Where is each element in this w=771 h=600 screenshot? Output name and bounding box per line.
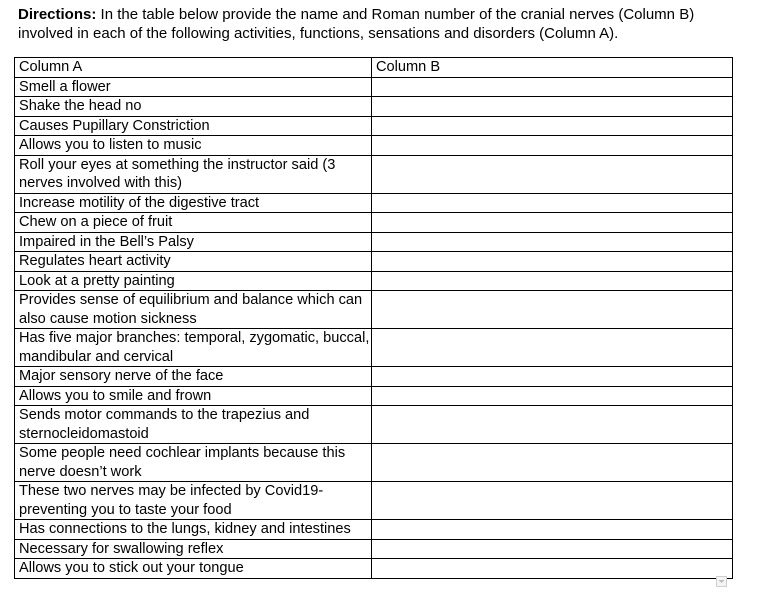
table-row: [15, 520, 733, 540]
answer-cell[interactable]: [372, 193, 733, 213]
activity-cell: Look at a pretty painting: [15, 271, 372, 291]
table-row: [15, 559, 733, 579]
column-b-header: Column B: [372, 58, 733, 78]
chevron-down-icon: [717, 577, 726, 586]
activity-cell: Regulates heart activity: [15, 252, 372, 272]
directions-body: In the table below provide the name and Roman number of the cranial nerves (Column B) involved in each of the following activities, functions, sensations and disorders (Column A).: [18, 6, 695, 42]
activity-cell: Necessary for swallowing reflex: [15, 539, 372, 559]
activity-cell: Has five major branches: temporal, zygomatic, buccal, mandibular and cervical: [15, 329, 372, 367]
answer-cell[interactable]: [372, 482, 733, 520]
answer-cell[interactable]: [372, 271, 733, 291]
activity-cell: Allows you to smile and frown: [15, 386, 372, 406]
activity-cell: These two nerves may be infected by Covid19-preventing you to taste your food: [15, 482, 372, 520]
activity-cell: Roll your eyes at something the instructor said (3 nerves involved with this): [15, 155, 372, 193]
answer-cell[interactable]: [372, 252, 733, 272]
table-row: [15, 406, 733, 444]
table-row: [15, 193, 733, 213]
activity-cell: Major sensory nerve of the face: [15, 367, 372, 387]
table-row: [15, 539, 733, 559]
directions-label: Directions:: [18, 6, 97, 23]
table-row: [15, 367, 733, 387]
answer-cell[interactable]: [372, 291, 733, 329]
answer-cell[interactable]: [372, 539, 733, 559]
activity-cell: Increase motility of the digestive tract: [15, 193, 372, 213]
answer-cell[interactable]: [372, 559, 733, 579]
scroll-handle[interactable]: [716, 576, 727, 587]
activity-cell: Allows you to stick out your tongue: [15, 559, 372, 579]
table-row: [15, 232, 733, 252]
table-row: [15, 116, 733, 136]
answer-cell[interactable]: [372, 116, 733, 136]
activity-cell: Has connections to the lungs, kidney and intestines: [15, 520, 372, 540]
table-header-row: [15, 58, 733, 78]
answer-cell[interactable]: [372, 386, 733, 406]
answer-cell[interactable]: [372, 155, 733, 193]
answer-cell[interactable]: [372, 77, 733, 97]
column-a-header: Column A: [15, 58, 372, 78]
table-row: [15, 271, 733, 291]
answer-cell[interactable]: [372, 367, 733, 387]
answer-cell[interactable]: [372, 213, 733, 233]
answer-cell[interactable]: [372, 444, 733, 482]
answer-cell[interactable]: [372, 329, 733, 367]
activity-cell: Shake the head no: [15, 97, 372, 117]
table-row: [15, 97, 733, 117]
activity-cell: Impaired in the Bell’s Palsy: [15, 232, 372, 252]
activity-cell: Causes Pupillary Constriction: [15, 116, 372, 136]
table-row: [15, 386, 733, 406]
answer-cell[interactable]: [372, 520, 733, 540]
table-row: [15, 136, 733, 156]
activity-cell: Some people need cochlear implants because this nerve doesn’t work: [15, 444, 372, 482]
answer-cell[interactable]: [372, 406, 733, 444]
table-row: [15, 329, 733, 367]
table-row: [15, 155, 733, 193]
table-row: [15, 444, 733, 482]
answer-cell[interactable]: [372, 136, 733, 156]
table-row: [15, 77, 733, 97]
table-row: [15, 482, 733, 520]
activity-cell: Smell a flower: [15, 77, 372, 97]
activity-cell: Provides sense of equilibrium and balance which can also cause motion sickness: [15, 291, 372, 329]
activity-cell: Allows you to listen to music: [15, 136, 372, 156]
answer-cell[interactable]: [372, 232, 733, 252]
cranial-nerves-table: [14, 57, 733, 579]
table-row: [15, 291, 733, 329]
answer-cell[interactable]: [372, 97, 733, 117]
directions-text: [18, 5, 738, 43]
activity-cell: Sends motor commands to the trapezius and sternocleidomastoid: [15, 406, 372, 444]
activity-cell: Chew on a piece of fruit: [15, 213, 372, 233]
table-row: [15, 252, 733, 272]
table-row: [15, 213, 733, 233]
